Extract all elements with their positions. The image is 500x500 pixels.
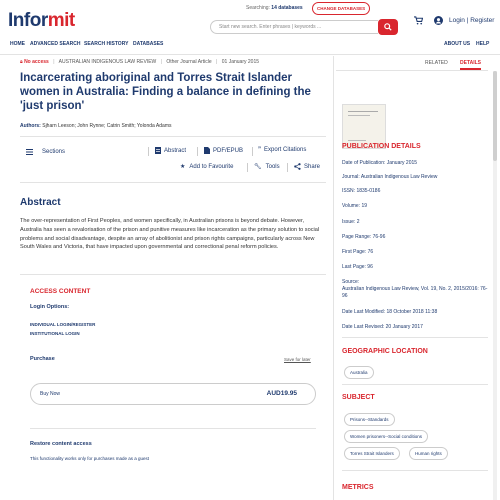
toolbar-separator xyxy=(197,147,198,156)
journal-name[interactable]: AUSTRALIAN INDIGENOUS LAW REVIEW xyxy=(58,59,157,65)
toolbar-separator xyxy=(247,163,248,172)
login-options-label: Login Options: xyxy=(30,304,70,310)
subject-chip[interactable]: Human rights xyxy=(409,447,448,460)
article-date: 01 January 2015 xyxy=(221,59,260,65)
document-icon xyxy=(155,147,161,154)
publication-details-heading: PUBLICATION DETAILS xyxy=(342,143,421,150)
login-register-link[interactable]: Login | Register xyxy=(449,17,495,24)
abstract-text: The over-representation of First Peoples, and women specifically, in Australian prisons is beyond debate. However, Australia has seen a revalorisation of the prison and punitive measures like incarceration as the primary solution to social problems and social disadvantage, despite an array of abolitionist and prison rights campaigns, particularly across New South Wales and Victoria, that have impacted upon governmental and correctional penal reform policies. xyxy=(20,218,320,251)
save-for-later-link[interactable]: Save for later xyxy=(284,357,311,362)
wrench-icon: 🔧︎ xyxy=(254,164,262,170)
subject-chip[interactable]: Prisons--Standards xyxy=(344,413,395,426)
article-title: Incarcerating aboriginal and Torres Strait Islander women in Australia: Finding a balance in defining the 'just prison' xyxy=(20,72,311,112)
buy-now-option[interactable] xyxy=(30,383,316,405)
tab-details[interactable]: DETAILS xyxy=(460,60,481,70)
add-to-favourite-button[interactable]: ★ Add to Favourite xyxy=(180,163,234,170)
change-databases-button[interactable]: CHANGE DATABASES xyxy=(312,2,370,15)
nav-help[interactable]: HELP xyxy=(476,41,490,47)
author-list[interactable]: Sjharn Leeson; John Rynne; Catrin Smith; Yolonda Adams xyxy=(42,123,172,129)
sidebar-divider xyxy=(342,470,488,471)
purchase-heading: Purchase xyxy=(30,356,55,362)
star-icon: ★ xyxy=(180,164,186,170)
list-icon xyxy=(26,149,33,155)
institutional-login-link[interactable]: INSTITUTIONAL LOGIN xyxy=(30,331,80,336)
main-nav xyxy=(0,41,500,53)
restore-access-heading: Restore content access xyxy=(30,441,92,447)
buy-now-label: Buy Now xyxy=(40,391,61,397)
pdf-epub-button[interactable]: PDF/EPUB xyxy=(204,147,243,154)
sidebar-scrollbar-thumb[interactable] xyxy=(493,71,497,161)
informit-logo[interactable]: Informit xyxy=(8,10,75,31)
cart-icon[interactable] xyxy=(414,16,423,25)
search-icon xyxy=(384,23,392,31)
nav-search-history[interactable]: SEARCH HISTORY xyxy=(84,41,129,47)
journal-detail: Journal: Australian Indigenous Law Review xyxy=(342,174,438,180)
access-status: No access xyxy=(24,59,49,65)
sidebar-border xyxy=(333,56,334,500)
divider xyxy=(20,182,326,183)
sidebar-divider xyxy=(342,384,488,385)
lock-icon: 🔒︎ xyxy=(20,59,23,65)
share-button[interactable]: Share xyxy=(294,163,320,170)
share-icon xyxy=(294,163,301,170)
authors: Authors: Sjharn Leeson; John Rynne; Catrin Smith; Yolonda Adams xyxy=(20,123,172,129)
toolbar-separator xyxy=(252,147,253,156)
tab-related[interactable]: RELATED xyxy=(425,60,448,66)
date-last-revised: Date Last Revised: 20 January 2017 xyxy=(342,324,423,330)
source-detail: Australian Indigenous Law Review, Vol. 19, No. 2, 2015/2016: 76-96 xyxy=(342,286,488,299)
sidebar-divider xyxy=(342,337,488,338)
toolbar-separator xyxy=(148,147,149,156)
geo-chip-australia[interactable]: Australia xyxy=(344,366,374,379)
subject-chip[interactable]: Women prisoners--Social conditions xyxy=(344,430,428,443)
nav-databases[interactable]: DATABASES xyxy=(133,41,164,47)
first-page-detail: First Page: 76 xyxy=(342,249,374,255)
article-meta: 🔒︎ No access | AUSTRALIAN INDIGENOUS LAW REVIEW | Other Journal Article | 01 January 2015 xyxy=(20,59,260,65)
tab-underline xyxy=(336,70,488,71)
top-bar xyxy=(0,0,500,40)
subject-chip[interactable]: Torres Strait Islanders xyxy=(344,447,400,460)
access-content-heading: ACCESS CONTENT xyxy=(30,288,91,295)
nav-about-us[interactable]: ABOUT US xyxy=(444,41,471,47)
nav-advanced-search[interactable]: ADVANCED SEARCH xyxy=(30,41,81,47)
divider xyxy=(20,274,326,275)
date-of-publication: Date of Publication: January 2015 xyxy=(342,160,418,166)
metrics-heading: METRICS xyxy=(342,484,374,491)
subject-heading: SUBJECT xyxy=(342,394,375,401)
page-range-detail: Page Range: 76-96 xyxy=(342,234,386,240)
divider xyxy=(20,136,326,137)
export-citations-button[interactable]: ” Export Citations xyxy=(258,147,307,153)
abstract-heading: Abstract xyxy=(20,197,61,208)
nav-divider xyxy=(0,54,500,55)
article-type: Other Journal Article xyxy=(166,59,212,65)
abstract-button[interactable]: Abstract xyxy=(155,147,186,154)
user-icon[interactable] xyxy=(434,16,443,25)
divider xyxy=(30,428,316,429)
volume-detail: Volume: 19 xyxy=(342,203,368,209)
source-label: Source: xyxy=(342,279,360,285)
search-input[interactable]: Start new search. Enter phrases | keywords ... xyxy=(210,20,378,34)
date-last-modified: Date Last Modified: 18 October 2018 11:38 xyxy=(342,309,438,315)
individual-login-link[interactable]: INDIVIDUAL LOGIN/REGISTER xyxy=(30,322,96,327)
tools-button[interactable]: 🔧︎ Tools xyxy=(254,163,280,170)
restore-access-text: This functionality works only for purchases made as a guest xyxy=(30,456,150,461)
issn-detail: ISSN: 1835-0186 xyxy=(342,188,381,194)
price: AUD19.95 xyxy=(266,390,297,397)
sections-button[interactable]: Sections xyxy=(26,149,65,155)
file-icon xyxy=(204,147,210,154)
searching-databases-text: Searching: 14 databases xyxy=(246,5,303,11)
quote-icon: ” xyxy=(258,147,261,153)
toolbar-separator xyxy=(287,163,288,172)
nav-home[interactable]: HOME xyxy=(10,41,25,47)
issue-detail: Issue: 2 xyxy=(342,219,360,225)
search-button[interactable] xyxy=(378,19,398,35)
geographic-location-heading: GEOGRAPHIC LOCATION xyxy=(342,348,428,355)
last-page-detail: Last Page: 96 xyxy=(342,264,373,270)
